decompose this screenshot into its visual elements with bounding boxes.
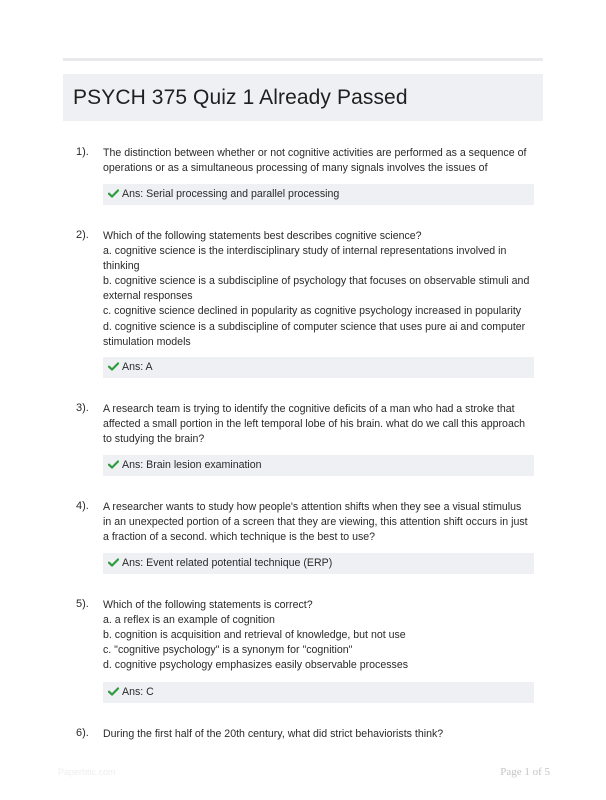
question-line: c. "cognitive psychology" is a synonym for "cognition" [103, 644, 353, 657]
question-line: A researcher wants to study how people's attention shifts when they see a visual stimulus [103, 501, 522, 513]
answer-text: Ans: Event related potential technique (ERP) [122, 557, 333, 569]
question-text [103, 727, 543, 742]
question-line: to studying the brain? [103, 433, 205, 446]
check-icon [108, 189, 119, 198]
question-line: b. cognitive science is a subdiscipline of psychology that focuses on observable stimuli and [103, 275, 530, 288]
question-line: external responses [103, 290, 193, 303]
question-line: b. cognition is acquisition and retrieval of knowledge, but not use [103, 629, 406, 642]
question-text [103, 598, 543, 673]
question-number: 3). [76, 402, 89, 414]
answer-box [103, 553, 534, 574]
question-line: a. cognitive science is the interdisciplinary study of internal representations involved in [103, 245, 507, 258]
question-number: 4). [76, 500, 89, 512]
question-line: thinking [103, 260, 140, 273]
page-title: PSYCH 375 Quiz 1 Already Passed [73, 86, 408, 109]
answer-text: Ans: A [122, 361, 153, 373]
question-line: d. cognitive psychology emphasizes easily observable processes [103, 659, 409, 672]
answer-text: Ans: Serial processing and parallel processing [122, 188, 340, 200]
answer-box [103, 682, 534, 703]
question-line: affected a small portion in the left temporal lobe of his brain. what do we call this approach [103, 418, 526, 431]
question-line: Which of the following statements best describes cognitive science? [103, 230, 422, 242]
question-line: a fraction of a second. which technique is the best to use? [103, 531, 376, 544]
question-text [103, 402, 543, 447]
answer-box [103, 184, 534, 205]
check-icon [108, 687, 119, 696]
answer-box [103, 455, 534, 476]
question-number: 2). [76, 229, 89, 241]
question-line: During the first half of the 20th century, what did strict behaviorists think? [103, 728, 444, 740]
question-number: 6). [76, 727, 89, 739]
question-line: in an unexpected portion of a screen that they are viewing, this attention shift occurs in just [103, 516, 528, 529]
footer-watermark: Paperbtic.com [58, 767, 116, 777]
question-line: operations or as a simultaneous processing of many signals involves the issues of [103, 162, 488, 175]
question-text [103, 229, 543, 350]
check-icon [108, 460, 119, 469]
question-line: Which of the following statements is correct? [103, 599, 313, 611]
question-number: 5). [76, 598, 89, 610]
question-line: d. cognitive science is a subdiscipline of computer science that uses pure ai and computer [103, 320, 526, 333]
answer-text: Ans: Brain lesion examination [122, 459, 262, 471]
top-divider [63, 58, 543, 61]
question-number: 1). [76, 146, 89, 158]
question-line: c. cognitive science declined in popularity as cognitive psychology increased in popularity [103, 305, 522, 318]
answer-box [103, 357, 534, 378]
question-line: a. a reflex is an example of cognition [103, 614, 275, 627]
check-icon [108, 558, 119, 567]
page-indicator: Page 1 of 5 [500, 766, 550, 778]
question-text [103, 500, 543, 545]
question-text [103, 146, 543, 176]
check-icon [108, 362, 119, 371]
answer-text: Ans: C [122, 686, 154, 698]
title-banner [63, 74, 543, 121]
question-line: A research team is trying to identify the cognitive deficits of a man who had a stroke that [103, 403, 515, 415]
question-line: stimulation models [103, 335, 191, 348]
question-line: The distinction between whether or not cognitive activities are performed as a sequence of [103, 147, 527, 159]
